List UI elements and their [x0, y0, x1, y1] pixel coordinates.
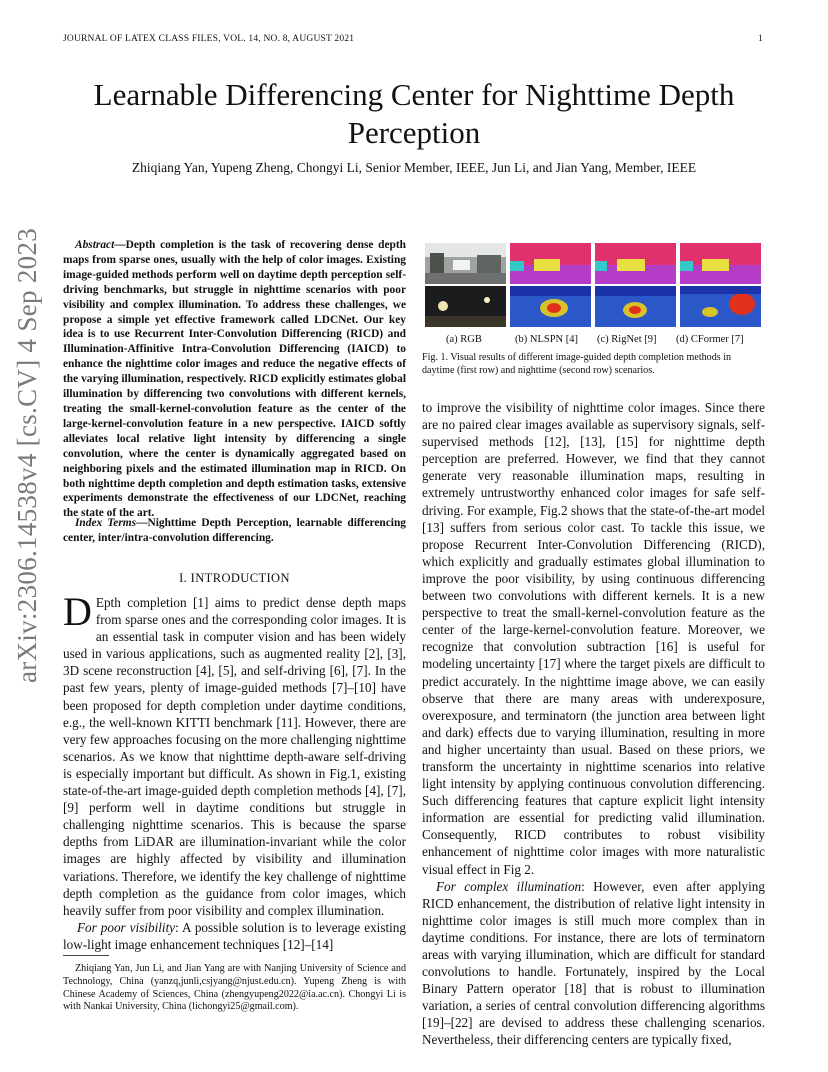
- fig-nlspn-day: [510, 243, 591, 284]
- paper-title: Learnable Differencing Center for Nighttime Depth Perception: [93, 77, 735, 150]
- abstract: [63, 238, 406, 521]
- subcaption-rignet: (c) RigNet [9]: [597, 334, 657, 345]
- section-heading: I. INTRODUCTION: [179, 571, 290, 585]
- fig-cformer-night: [680, 286, 761, 327]
- subcaption-nlspn: (b) NLSPN [4]: [515, 334, 578, 345]
- dropcap: D: [63, 589, 92, 634]
- affiliation-footnote: Zhiqiang Yan, Jun Li, and Jian Yang are with Nanjing University of Science and Technology, China (yanzq,junli,csjyang@njust.edu.cn). Yupeng Zheng is with Chinese Academy of Sciences, China (zhengyupeng2022@ia.ac.cn). Chongyi Li is with Nankai University, China (lichongyi25@gmail.com).: [63, 963, 406, 1013]
- fig-rignet-day: [595, 243, 676, 284]
- running-head: JOURNAL OF LATEX CLASS FILES, VOL. 14, NO. 8, AUGUST 2021: [63, 34, 355, 44]
- introduction-text: [63, 589, 406, 953]
- intro-paragraph-2: For poor visibility: A possible solution is to leverage existing low-light image enhancement techniques [12]–[14]: [63, 919, 406, 952]
- fig-nlspn-night: [510, 286, 591, 327]
- intro-paragraph-1: D Epth completion [1] aims to predict dense depth maps from sparse ones and the corresponding color images. It is an essential task in computer vision and has been widely used in various applications, such as augmented reality [2], [3], 3D scene reconstruction [4], [5], and self-driving [6], [7]. In the past few years, plenty of image-guided methods [7]–[10] have been proposed for depth completion under daytime conditions, e.g., the well-known KITTI benchmark [11]. However, there are very few approaches focusing on the more challenging nighttime scenarios. As we know that nighttime depth-aware self-driving is especially important but difficult. As shown in Fig.1, existing state-of-the-art image-guided depth completion methods [4], [7], [9] perform well in daytime conditions but struggle in challenging nighttime scenarios. This is because the sparse depths from LiDAR are illumination-invariant while the color images are highly affected by visibility and illumination variations. Therefore, we identify the key challenge of nighttime depth completion as the guidance from color images, which heavily suffer from poor visibility and complex illumination.: [63, 589, 406, 918]
- index-terms-lead: Index Terms: [75, 517, 137, 529]
- fig-rgb-night: [425, 286, 506, 327]
- figure-caption: Fig. 1. Visual results of different image-guided depth completion methods in daytime (first row) and nighttime (second row) scenarios.: [422, 352, 732, 376]
- author-list: Zhiqiang Yan, Yupeng Zheng, Chongyi Li, Senior Member, IEEE, Jun Li, and Jian Yang, Member, IEEE: [131, 160, 697, 175]
- index-terms-text: —Nighttime Depth Perception, learnable differencing center, inter/intra-convolution differencing.: [63, 517, 406, 544]
- subcaption-rgb: (a) RGB: [446, 334, 482, 345]
- arxiv-stamp: arXiv:2306.14538v4 [cs.CV] 4 Sep 2023: [12, 227, 42, 683]
- right-paragraph-1: to improve the visibility of nighttime color images. Since there are no paired clear images available as supervisory signals, self-supervised methods [12], [13], [15] for nighttime depth perception are preferred. However, we find that they cannot generate very reasonable illumination maps, resulting in extremely untrustworthy enhanced color images for safe self-driving. For example, Fig.2 shows that the state-of-the-art model [13] suffers from serious color cast. To tackle this issue, we propose Recurrent Inter-Convolution Differencing (RICD), which explicitly and gradually estimates global illumination to improve the poor visibility, by using continuous differencing between two convolutions with different kernels. It is a new perspective to treat the small-kernel-convolution feature as the center of the large-kernel-convolution feature. Moreover, we recognize that convolution subtraction [16] is useful for modeling uncertainty [17] where the target pixels are difficult to predict accurately. In the nighttime image above, we can easily observe that there are many areas with underexposure, overexposure, and terminatorn (the junction area between light and dark) effects due to varying illumination, resulting in more and higher uncertainty than usual. Based on these priors, we transform the uncertainty in nighttime scenarios into relative light intensity by applying continuous convolution differencing. Such differencing features that capture explicit light intensity information are essential for predicting valid illumination. Consequently, RICD contributes to robust visibility enhancement of nighttime color images with more naturalistic visual effect in Fig 2.: [422, 400, 765, 877]
- right-paragraph-2: For complex illumination: However, even after applying RICD enhancement, the distribution of relative light intensity in nighttime color images is still much more complex than in daytime conditions. For instance, there are lots of terminatorn areas with varying illumination, which are difficult for standard convolutions to handle. Fortunately, inspired by the Local Binary Pattern operator [18] that is robust to illumination variation, a series of central convolution differencing algorithms [19]–[22] are devised to address these challenging scenarios. Nevertheless, their differencing centers are typically fixed,: [422, 878, 765, 1048]
- fig-rignet-night: [595, 286, 676, 327]
- figure-1: [425, 243, 765, 329]
- abstract-text: —Depth completion is the task of recovering dense depth maps from sparse ones, usually with the help of color images. Existing image-guided methods perform well on daytime depth perception self-driving benchmarks, but struggle in nighttime scenarios with poor visibility and complex illumination. To address these challenges, we propose a simple yet effective framework called LDCNet. Our key idea is to use Recurrent Inter-Convolution Differencing (RICD) and Illumination-Affinitive Intra-Convolution Differencing (IAICD) to enhance the nighttime color images and reduce the negative effects of the varying illumination, respectively. RICD explicitly estimates global illumination by differencing two convolutions with different kernels, treating the small-kernel-convolution feature as the center of the large-kernel-convolution feature in a new perspective. IAICD softly alleviates local relative light intensity by differencing a single convolution, where the center is dynamically aggregated based on neighboring pixels and the estimated illumination map in RICD. On both nighttime depth completion and depth estimation tasks, extensive experiments demonstrate the effectiveness of our LDCNet, reaching the state of the art.: [63, 239, 406, 520]
- footnote-rule: [63, 955, 109, 956]
- fig-cformer-day: [680, 243, 761, 284]
- index-terms: [63, 516, 406, 546]
- abstract-lead: Abstract: [75, 239, 115, 251]
- subcaption-cformer: (d) CFormer [7]: [676, 334, 744, 345]
- page-number: 1: [758, 34, 763, 44]
- right-column-text: [422, 399, 765, 1049]
- fig-rgb-day: [425, 243, 506, 284]
